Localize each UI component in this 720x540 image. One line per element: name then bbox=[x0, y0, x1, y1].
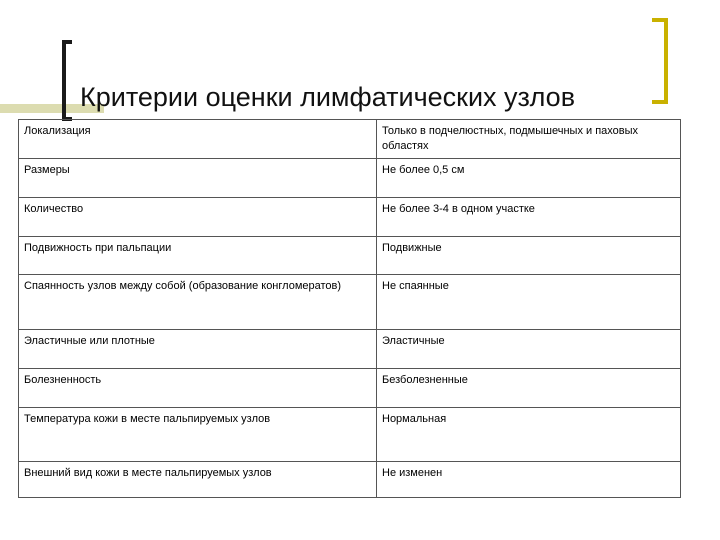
table-row bbox=[19, 198, 681, 237]
norm-cell: Не более 0,5 см bbox=[377, 159, 681, 198]
slide-title: Критерии оценки лимфатических узлов bbox=[80, 82, 576, 112]
criterion-cell: Температура кожи в месте пальпируемых узлов bbox=[19, 408, 377, 462]
norm-cell: Не более 3-4 в одном участке bbox=[377, 198, 681, 237]
norm-cell: Не изменен bbox=[377, 462, 681, 498]
criterion-cell: Подвижность при пальпации bbox=[19, 237, 377, 275]
criterion-cell: Размеры bbox=[19, 159, 377, 198]
criterion-cell: Внешний вид кожи в месте пальпируемых узлов bbox=[19, 462, 377, 498]
table-row bbox=[19, 159, 681, 198]
table-row bbox=[19, 369, 681, 408]
criterion-cell: Спаянность узлов между собой (образование конгломератов) bbox=[19, 275, 377, 330]
criterion-cell: Локализация bbox=[19, 120, 377, 159]
table-row bbox=[19, 330, 681, 369]
criterion-cell: Количество bbox=[19, 198, 377, 237]
norm-cell: Только в подчелюстных, подмышечных и паховых областях bbox=[377, 120, 681, 159]
norm-cell: Нормальная bbox=[377, 408, 681, 462]
norm-cell: Эластичные bbox=[377, 330, 681, 369]
table-row bbox=[19, 462, 681, 498]
table-row bbox=[19, 408, 681, 462]
table-row bbox=[19, 237, 681, 275]
norm-cell: Подвижные bbox=[377, 237, 681, 275]
criterion-cell: Эластичные или плотные bbox=[19, 330, 377, 369]
left-bracket-decoration bbox=[62, 40, 72, 121]
table-row bbox=[19, 120, 681, 159]
norm-cell: Не спаянные bbox=[377, 275, 681, 330]
criteria-table bbox=[18, 119, 681, 498]
table-row bbox=[19, 275, 681, 330]
right-bracket-decoration bbox=[652, 18, 668, 104]
norm-cell: Безболезненные bbox=[377, 369, 681, 408]
criterion-cell: Болезненность bbox=[19, 369, 377, 408]
